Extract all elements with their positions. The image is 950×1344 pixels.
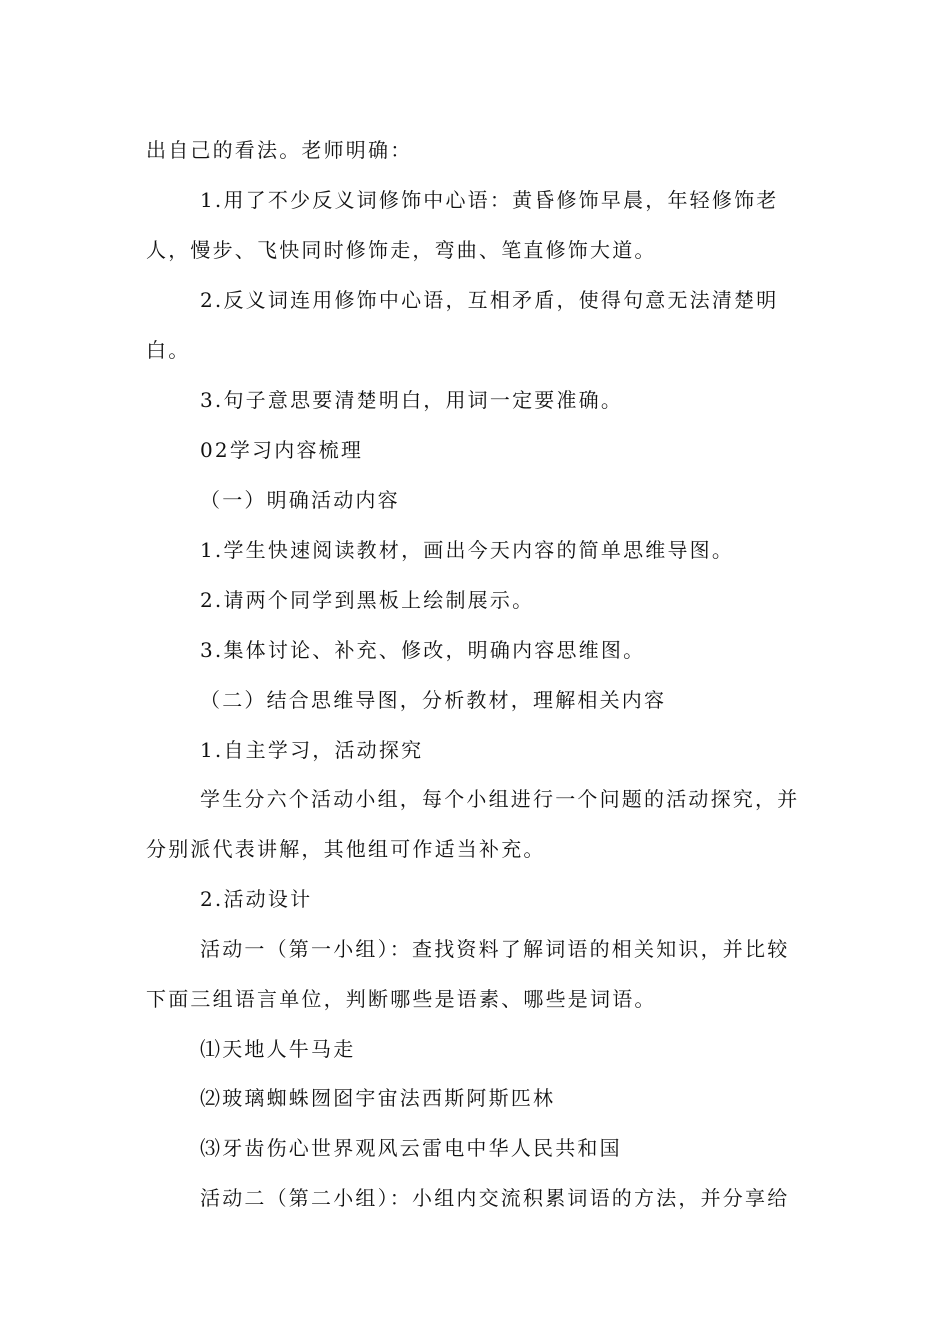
text-line: 人，慢步、飞快同时修饰走，弯曲、笔直修饰大道。	[146, 238, 657, 262]
text-line: 2.反义词连用修饰中心语，互相矛盾，使得句意无法清楚明	[200, 288, 779, 312]
list-item: ⑵玻璃蜘蛛囫囵宇宙法西斯阿斯匹林	[200, 1086, 556, 1110]
subsection-heading: （一）明确活动内容	[200, 488, 400, 512]
text-line: 白。	[146, 338, 191, 362]
section-heading: 02学习内容梳理	[200, 438, 364, 462]
text-line: 出自己的看法。老师明确：	[146, 138, 413, 162]
text-line: 1.用了不少反义词修饰中心语：黄昏修饰早晨，年轻修饰老	[200, 188, 779, 212]
text-line: 活动一（第一小组）：查找资料了解词语的相关知识，并比较	[200, 937, 790, 961]
text-line: 下面三组语言单位，判断哪些是语素、哪些是词语。	[146, 987, 657, 1011]
subsection-heading: （二）结合思维导图，分析教材，理解相关内容	[200, 688, 667, 712]
text-line: 2.请两个同学到黑板上绘制展示。	[200, 588, 535, 612]
text-line: 分别派代表讲解，其他组可作适当补充。	[146, 837, 546, 861]
text-line: 学生分六个活动小组，每个小组进行一个问题的活动探究，并	[200, 787, 800, 811]
list-item: ⑴天地人牛马走	[200, 1037, 356, 1061]
text-line: 3.句子意思要清楚明白，用词一定要准确。	[200, 388, 624, 412]
text-line: 1.学生快速阅读教材，画出今天内容的简单思维导图。	[200, 538, 735, 562]
text-line: 3.集体讨论、补充、修改，明确内容思维图。	[200, 638, 646, 662]
text-line: 活动二（第二小组）：小组内交流积累词语的方法，并分享给	[200, 1186, 790, 1210]
text-line: 1.自主学习，活动探究	[200, 738, 424, 762]
text-line: 2.活动设计	[200, 887, 313, 911]
list-item: ⑶牙齿伤心世界观风云雷电中华人民共和国	[200, 1136, 622, 1160]
